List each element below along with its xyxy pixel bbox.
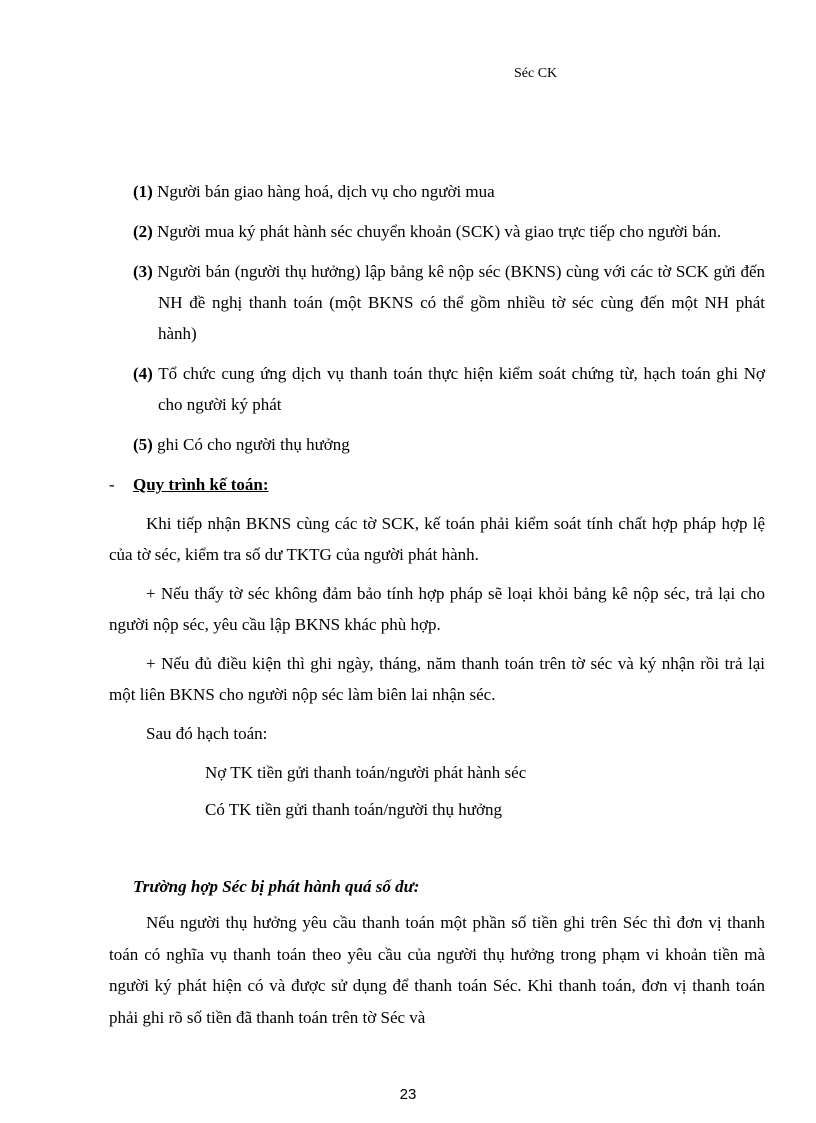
step-text: ghi Có cho người thụ hưởng — [152, 435, 350, 454]
body-paragraph: Khi tiếp nhận BKNS cùng các tờ SCK, kế toán phải kiểm soát tính chất hợp pháp hợp lệ của tờ séc, kiểm tra số dư TKTG của người phát hành. — [109, 514, 765, 564]
accounting-entry-debit: Nợ TK tiền gửi thanh toán/người phát hành séc — [205, 763, 527, 782]
page-content — [109, 176, 765, 1033]
step-item — [109, 429, 765, 460]
body-paragraph: + Nếu thấy tờ séc không đảm bảo tính hợp pháp sẽ loại khỏi bảng kê nộp séc, trả lại cho người nộp séc, yêu cầu lập BKNS khác phù hợp. — [109, 584, 765, 634]
list-dash: - — [109, 475, 115, 494]
step-number: (5) — [133, 435, 153, 454]
page-number: 23 — [399, 1086, 417, 1103]
accounting-entry-credit: Có TK tiền gửi thanh toán/người thụ hưởng — [205, 800, 502, 819]
step-text: Người bán (người thụ hưởng) lập bảng kê nộp séc (BKNS) cùng với các tờ SCK gửi đến NH đề nghị thanh toán (một BKNS có thể gồm nhiều tờ séc cùng đến một NH phát hành) — [152, 262, 765, 343]
steps-list — [109, 176, 765, 460]
body-paragraph: Sau đó hạch toán: — [146, 724, 268, 743]
step-item — [109, 256, 765, 349]
step-number: (4) — [133, 364, 153, 383]
step-number: (3) — [133, 262, 153, 281]
case-title: Trường hợp Séc bị phát hành quá số dư: — [133, 877, 420, 896]
accounting-section-heading — [109, 469, 765, 500]
step-number: (1) — [133, 182, 153, 201]
step-text: Tổ chức cung ứng dịch vụ thanh toán thực hiện kiểm soát chứng từ, hạch toán ghi Nợ cho người ký phát — [152, 364, 765, 414]
step-item — [109, 358, 765, 420]
body-paragraph: Nếu người thụ hưởng yêu cầu thanh toán một phần số tiền ghi trên Séc thì đơn vị thanh toán có nghĩa vụ thanh toán theo yêu cầu của người thụ hưởng trong phạm vi khoản tiền mà người ký phát hiện có và được sử dụng để thanh toán Séc. Khi thanh toán, đơn vị thanh toán phải ghi rõ số tiền đã thanh toán trên tờ Séc và — [109, 913, 765, 1027]
step-item — [109, 176, 765, 207]
section-title: Quy trình kế toán: — [133, 475, 269, 494]
step-text: Người mua ký phát hành séc chuyển khoản (SCK) và giao trực tiếp cho người bán. — [152, 222, 722, 241]
body-paragraph: + Nếu đủ điều kiện thì ghi ngày, tháng, năm thanh toán trên tờ séc và ký nhận rồi trả lại một liên BKNS cho người nộp séc làm biên lai nhận séc. — [109, 654, 765, 704]
case-heading — [109, 871, 765, 902]
step-text: Người bán giao hàng hoá, dịch vụ cho người mua — [152, 182, 495, 201]
step-number: (2) — [133, 222, 153, 241]
step-item — [109, 216, 765, 247]
diagram-label: Séc CK — [514, 66, 558, 81]
